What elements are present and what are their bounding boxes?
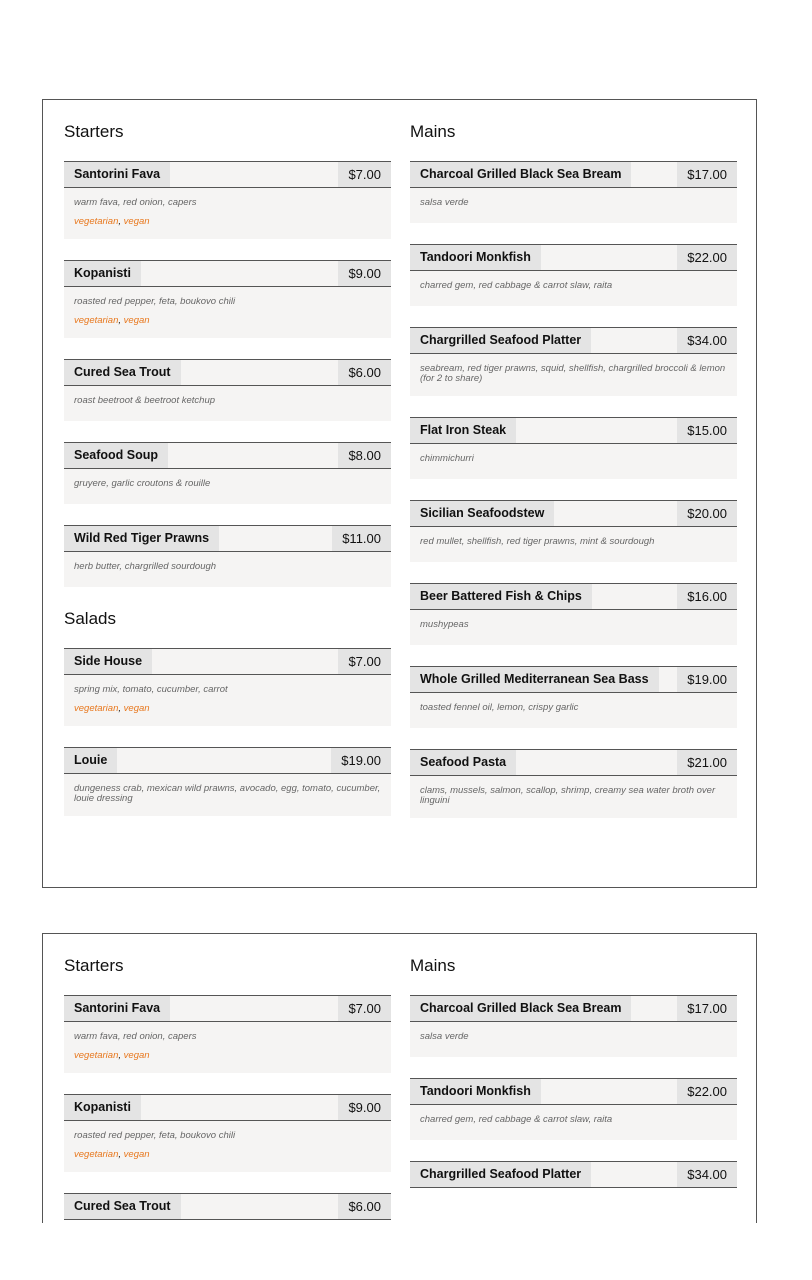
menu-item-description: clams, mussels, salmon, scallop, shrimp, creamy sea water broth over linguini xyxy=(420,785,716,806)
dietary-tags: vegetarian, vegan xyxy=(74,216,150,227)
dietary-tags: vegetarian, vegan xyxy=(74,1149,150,1160)
menu-item-body xyxy=(410,1022,737,1057)
menu-item-body xyxy=(410,1105,737,1140)
menu-item-name: Charcoal Grilled Black Sea Bream xyxy=(410,162,631,187)
menu-item xyxy=(64,525,391,587)
menu-item-body xyxy=(410,527,737,562)
menu-item xyxy=(64,995,391,1073)
menu-item-name: Cured Sea Trout xyxy=(64,1194,181,1219)
menu-item-body xyxy=(410,354,737,396)
menu-item-name: Charcoal Grilled Black Sea Bream xyxy=(410,996,631,1021)
menu-item-body xyxy=(64,386,391,421)
menu-item-header xyxy=(64,442,391,469)
menu-item-price: $7.00 xyxy=(338,996,391,1021)
menu-item-description: salsa verde xyxy=(420,197,469,208)
menu-item-description: warm fava, red onion, capers xyxy=(74,197,197,208)
menu-item-price: $22.00 xyxy=(677,1079,737,1104)
menu-item-body xyxy=(64,552,391,587)
menu-item-description: roasted red pepper, feta, boukovo chili xyxy=(74,1130,236,1141)
dietary-tags: vegetarian, vegan xyxy=(74,703,150,714)
menu-item-price: $22.00 xyxy=(677,245,737,270)
menu-item-header xyxy=(410,417,737,444)
menu-item-body xyxy=(64,1022,391,1073)
menu-item-body xyxy=(410,188,737,223)
menu-item-price: $7.00 xyxy=(338,649,391,674)
dietary-tag[interactable]: vegan xyxy=(123,703,150,714)
menu-item-header xyxy=(410,666,737,693)
section-spacer xyxy=(64,142,391,161)
menu-item-name: Flat Iron Steak xyxy=(410,418,516,443)
menu-column-left xyxy=(64,100,391,837)
dietary-tag[interactable]: vegetarian xyxy=(74,703,119,714)
menu-panel-duplicate xyxy=(42,933,757,1223)
menu-item-price: $19.00 xyxy=(677,667,737,692)
menu-item-price: $34.00 xyxy=(677,1162,737,1187)
menu-item-body xyxy=(410,271,737,306)
menu-item xyxy=(64,161,391,239)
menu-item-body xyxy=(64,287,391,338)
menu-item-header xyxy=(410,583,737,610)
menu-item xyxy=(410,1078,737,1140)
menu-item xyxy=(64,747,391,816)
menu-item-name: Kopanisti xyxy=(64,261,141,286)
menu-item-name: Santorini Fava xyxy=(64,996,170,1021)
menu-item-description: mushypeas xyxy=(420,619,469,630)
menu-item-name: Chargrilled Seafood Platter xyxy=(410,1162,591,1187)
menu-item-price: $9.00 xyxy=(338,1095,391,1120)
section-spacer xyxy=(410,142,737,161)
menu-item-body xyxy=(64,675,391,726)
menu-item-description: toasted fennel oil, lemon, crispy garlic xyxy=(420,702,579,713)
menu-item xyxy=(410,417,737,479)
menu-item-body xyxy=(410,444,737,479)
menu-item-header xyxy=(64,995,391,1022)
menu-item xyxy=(410,583,737,645)
menu-item-description: roasted red pepper, feta, boukovo chili xyxy=(74,296,236,307)
dietary-tag[interactable]: vegetarian xyxy=(74,1149,119,1160)
menu-item-description: spring mix, tomato, cucumber, carrot xyxy=(74,684,228,695)
section-spacer xyxy=(64,976,391,995)
menu-item-description: warm fava, red onion, capers xyxy=(74,1031,197,1042)
menu-item-header xyxy=(64,747,391,774)
menu-item-name: Tandoori Monkfish xyxy=(410,1079,541,1104)
menu-item xyxy=(64,260,391,338)
menu-item-body xyxy=(410,610,737,645)
menu-item-name: Side House xyxy=(64,649,152,674)
menu-item-header xyxy=(410,1161,737,1188)
menu-item-header xyxy=(410,244,737,271)
menu-item xyxy=(64,1193,391,1220)
menu-item-price: $9.00 xyxy=(338,261,391,286)
menu-item-price: $6.00 xyxy=(338,1194,391,1219)
menu-item-name: Beer Battered Fish & Chips xyxy=(410,584,592,609)
menu-item-body xyxy=(64,469,391,504)
menu-item-header xyxy=(64,525,391,552)
dietary-tag[interactable]: vegan xyxy=(123,315,150,326)
menu-item-price: $17.00 xyxy=(677,996,737,1021)
menu-item-price: $6.00 xyxy=(338,360,391,385)
menu-item-description: herb butter, chargrilled sourdough xyxy=(74,561,217,572)
menu-item-body xyxy=(64,188,391,239)
menu-item-header xyxy=(410,327,737,354)
section-spacer xyxy=(410,976,737,995)
menu-item-description: gruyere, garlic croutons & rouille xyxy=(74,478,211,489)
menu-column-right xyxy=(410,100,737,839)
dietary-tags: vegetarian, vegan xyxy=(74,1050,150,1061)
menu-item-header xyxy=(410,995,737,1022)
menu-item-name: Louie xyxy=(64,748,117,773)
menu-item-price: $17.00 xyxy=(677,162,737,187)
menu-item xyxy=(410,327,737,396)
menu-item-description: dungeness crab, mexican wild prawns, avocado, egg, tomato, cucumber, louie dressing xyxy=(74,783,381,804)
menu-item-body xyxy=(64,1121,391,1172)
menu-item xyxy=(410,161,737,223)
menu-item-header xyxy=(410,749,737,776)
dietary-tag[interactable]: vegan xyxy=(123,216,150,227)
menu-item-price: $11.00 xyxy=(332,526,391,551)
menu-item-description: salsa verde xyxy=(420,1031,469,1042)
menu-item-price: $16.00 xyxy=(677,584,737,609)
menu-item-description: chimmichurri xyxy=(420,453,474,464)
menu-item-description: charred gem, red cabbage & carrot slaw, raita xyxy=(420,1114,613,1125)
menu-item-description: charred gem, red cabbage & carrot slaw, raita xyxy=(420,280,613,291)
menu-item-header xyxy=(64,359,391,386)
menu-item-price: $34.00 xyxy=(677,328,737,353)
menu-item-name: Santorini Fava xyxy=(64,162,170,187)
menu-item-body xyxy=(410,776,737,818)
section-title: Salads xyxy=(64,609,116,628)
menu-item-price: $8.00 xyxy=(338,443,391,468)
dietary-tag[interactable]: vegetarian xyxy=(74,216,119,227)
menu-item xyxy=(410,666,737,728)
dietary-tags: vegetarian, vegan xyxy=(74,315,150,326)
section-spacer xyxy=(64,629,391,648)
menu-item-header xyxy=(410,500,737,527)
menu-item-name: Seafood Pasta xyxy=(410,750,516,775)
dietary-tag[interactable]: vegetarian xyxy=(74,315,119,326)
menu-item-name: Kopanisti xyxy=(64,1095,141,1120)
menu-panel xyxy=(42,99,757,888)
menu-item xyxy=(410,995,737,1057)
menu-item xyxy=(64,359,391,421)
menu-item xyxy=(410,1161,737,1188)
menu-item-body xyxy=(64,774,391,816)
menu-item-header xyxy=(410,1078,737,1105)
menu-item-header xyxy=(64,1094,391,1121)
menu-item-body xyxy=(410,693,737,728)
menu-item-name: Seafood Soup xyxy=(64,443,168,468)
menu-item-name: Wild Red Tiger Prawns xyxy=(64,526,219,551)
menu-item xyxy=(410,244,737,306)
menu-item-price: $20.00 xyxy=(677,501,737,526)
menu-item xyxy=(64,648,391,726)
dietary-tag[interactable]: vegetarian xyxy=(74,1050,119,1061)
menu-item xyxy=(64,442,391,504)
section-title: Starters xyxy=(64,122,124,141)
dietary-tag[interactable]: vegan xyxy=(123,1050,150,1061)
menu-item-description: red mullet, shellfish, red tiger prawns, mint & sourdough xyxy=(420,536,655,547)
section-title: Mains xyxy=(410,122,456,141)
menu-column-right xyxy=(410,934,737,1209)
menu-item-header xyxy=(64,161,391,188)
section-title: Starters xyxy=(64,956,124,975)
menu-item-name: Cured Sea Trout xyxy=(64,360,181,385)
menu-item-price: $21.00 xyxy=(677,750,737,775)
menu-item-header xyxy=(64,648,391,675)
menu-item-name: Chargrilled Seafood Platter xyxy=(410,328,591,353)
dietary-tag[interactable]: vegan xyxy=(123,1149,150,1160)
menu-column-left xyxy=(64,934,391,1223)
menu-item-price: $15.00 xyxy=(677,418,737,443)
menu-item-description: seabream, red tiger prawns, squid, shellfish, chargrilled broccoli & lemon (for 2 to share) xyxy=(420,363,726,384)
menu-item xyxy=(64,1094,391,1172)
menu-item xyxy=(410,749,737,818)
section-title: Mains xyxy=(410,956,456,975)
menu-item-name: Tandoori Monkfish xyxy=(410,245,541,270)
menu-item-description: roast beetroot & beetroot ketchup xyxy=(74,395,216,406)
menu-item-name: Sicilian Seafoodstew xyxy=(410,501,554,526)
menu-item-price: $19.00 xyxy=(331,748,391,773)
menu-item-name: Whole Grilled Mediterranean Sea Bass xyxy=(410,667,659,692)
menu-item-price: $7.00 xyxy=(338,162,391,187)
menu-item-header xyxy=(64,260,391,287)
menu-item-header xyxy=(410,161,737,188)
menu-item xyxy=(410,500,737,562)
menu-item-header xyxy=(64,1193,391,1220)
